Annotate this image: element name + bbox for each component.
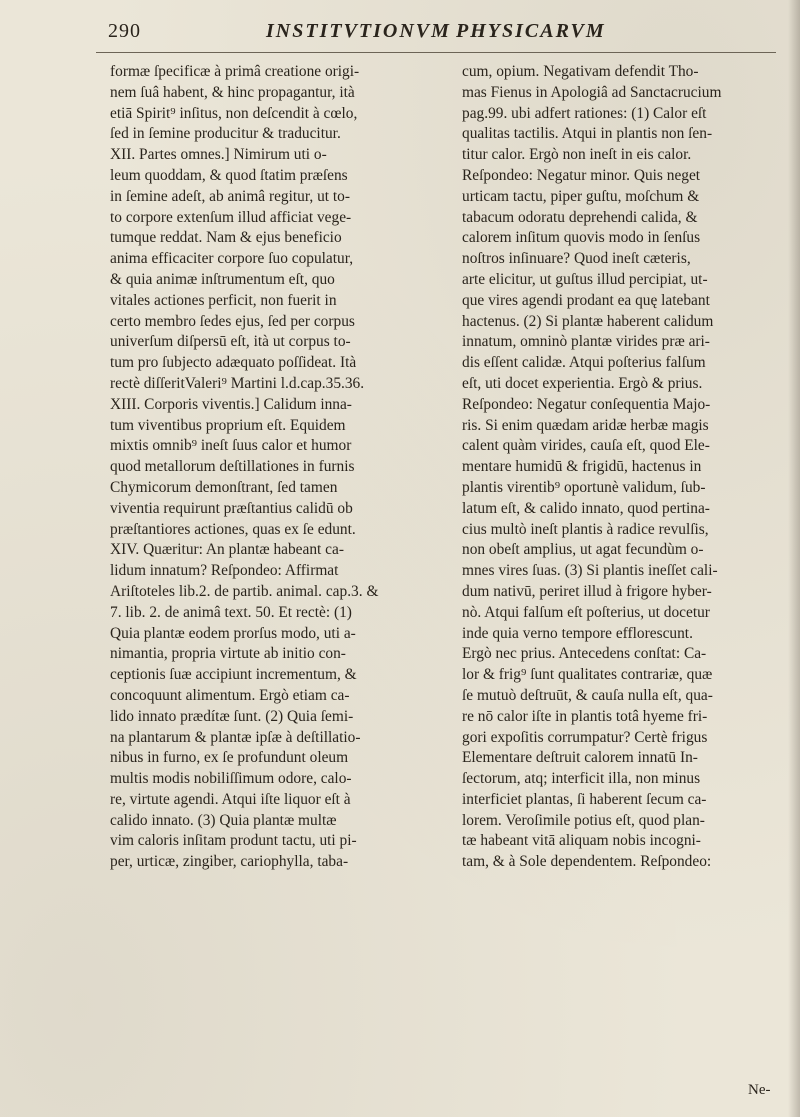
text-line: non obeſt amplius, ut agat fecundùm o-: [462, 541, 704, 559]
text-line: lor & frig⁹ ſunt qualitates contrariæ, quæ: [462, 666, 713, 684]
text-line: tæ habeant vitā aliquam nobis incogni-: [462, 832, 701, 850]
text-line: re nō calor iſte in plantis totâ hyeme fri-: [462, 707, 708, 725]
text-line: nimantia, propria virtute ab initio con-: [110, 645, 346, 663]
text-line: etiā Spirit⁹ inſitus, non deſcendit à cœlo,: [110, 104, 358, 122]
running-head-physicarum: PHYSICARVM: [456, 20, 606, 42]
text-line: interficiet plantas, ſi haberent ſecum ca-: [462, 790, 707, 808]
text-line: tam, & à Sole dependentem. Reſpondeo:: [462, 853, 712, 871]
text-line: anima efficaciter corpore ſuo copulatur,: [110, 250, 354, 268]
text-line: titur calor. Ergò non ineſt in eis calor.: [462, 146, 692, 164]
text-line: mnes vires ſuas. (3) Si plantis ineſſet cali-: [462, 562, 718, 580]
text-line: vim caloris inſitam produnt tactu, uti pi-: [110, 832, 357, 850]
text-line: ſe mutuò deſtruūt, & cauſa nulla eſt, qua-: [462, 686, 713, 704]
text-line: nò. Atqui falſum eſt poſterius, ut docetur: [462, 603, 710, 621]
text-line: Quia plantæ eodem prorſus modo, uti a-: [110, 624, 356, 642]
text-line: qualitas tactilis. Atqui in plantis non ſen-: [462, 125, 713, 143]
text-line: eſt, uti docet experientia. Ergò & prius.: [462, 374, 703, 392]
text-line: leum quoddam, & quod ſtatim præſens: [110, 166, 348, 184]
running-head-institutionum: INSTITVTIONVM: [266, 20, 451, 42]
text-line: Ariſtoteles lib.2. de partib. animal. cap.3. &: [110, 582, 379, 600]
page-number: 290: [108, 20, 141, 42]
text-line: in ſemine adeſt, ab animâ regitur, ut to-: [110, 187, 350, 205]
text-line: viventia requirunt præſtantius calidū ob: [110, 499, 353, 517]
header-rule: [96, 52, 776, 53]
text-line: univerſum diſpersū eſt, ità ut corpus to-: [110, 333, 351, 351]
text-line: innatum, omninò plantæ virides præ ari-: [462, 333, 710, 351]
text-line: rectè diſſeritValeri⁹ Martini l.d.cap.35.36.: [110, 374, 365, 392]
text-line: dis eſſent calidæ. Atqui poſterius falſum: [462, 354, 706, 372]
catchword: Ne-: [748, 1082, 771, 1098]
page-header: [96, 20, 756, 50]
text-line: calido innato. (3) Quia plantæ multæ: [110, 811, 337, 829]
page-edge-shadow: [788, 0, 800, 1117]
text-line: cum, opium. Negativam defendit Tho-: [462, 63, 699, 80]
text-line: nibus in furno, ex ſe profundunt oleum: [110, 749, 349, 767]
text-line: & quia animæ inſtrumentum eſt, quo: [110, 270, 335, 288]
text-line: ſed in ſemine producitur & traducitur.: [110, 125, 341, 143]
text-line: ſectorum, atq; interficit illa, non minus: [462, 770, 701, 788]
text-line: præſtantiores actiones, quas ex ſe edunt.: [110, 520, 356, 538]
text-line: latum eſt, & calido innato, quod pertina-: [462, 499, 710, 517]
text-line: per, urticæ, zingiber, cariophylla, taba-: [110, 853, 349, 871]
text-line: XII. Partes omnes.] Nimirum uti o-: [110, 146, 327, 164]
text-line: tabacum odoratu deprehendi calida, &: [462, 208, 698, 226]
text-line: lido innato prædítæ ſunt. (2) Quia ſemi-: [110, 707, 354, 725]
text-line: lidum innatum? Reſpondeo: Affirmat: [110, 562, 339, 580]
text-line: inde quia verno tempore efflorescunt.: [462, 624, 693, 642]
text-line: Reſpondeo: Negatur conſequentia Majo-: [462, 395, 711, 413]
text-line: 7. lib. 2. de animâ text. 50. Et rectè: (1): [110, 603, 352, 621]
text-line: multis modis nobiliſſimum odore, calo-: [110, 770, 352, 788]
text-line: Ergò nec prius. Antecedens conſtat: Ca-: [462, 645, 707, 663]
text-line: lorem. Veroſimile potius eſt, quod plan-: [462, 811, 705, 829]
text-line: tum pro ſubjecto adæquato poſſideat. Ità: [110, 354, 357, 372]
text-line: XIII. Corporis viventis.] Calidum inna-: [110, 395, 352, 413]
text-line: concoquunt alimentum. Ergò etiam ca-: [110, 686, 350, 704]
text-line: plantis virentib⁹ oportunè validum, ſub-: [462, 478, 706, 496]
text-line: noſtros inſinuare? Quod ineſt cæteris,: [462, 250, 691, 268]
text-line: calorem inſitum quovis modo in ſenſus: [462, 229, 701, 247]
text-line: vitales actiones perficit, non fuerit in: [110, 291, 337, 309]
text-line: cius multò ineſt plantis à radice revulſis,: [462, 520, 709, 538]
text-line: certo membro ſedes ejus, ſed per corpus: [110, 312, 355, 330]
text-line: hactenus. (2) Si plantæ haberent calidum: [462, 312, 714, 330]
right-text-column: [462, 62, 788, 873]
text-line: gori expoſitis corrumpatur? Certè frigus: [462, 728, 708, 746]
text-line: nem ſuâ habent, & hinc propagantur, ità: [110, 83, 355, 101]
text-line: tum viventibus proprium eſt. Equidem: [110, 416, 346, 434]
text-line: que vires agendi prodant ea quę latebant: [462, 291, 710, 309]
text-line: to corpore extenſum illud afficiat vege-: [110, 208, 352, 226]
text-line: re, virtute agendi. Atqui iſte liquor eſt à: [110, 790, 351, 808]
text-line: mas Fienus in Apologiâ ad Sanctacrucium: [462, 83, 722, 101]
text-line: mentare humidū & frigidū, hactenus in: [462, 458, 702, 476]
text-line: XIV. Quæritur: An plantæ habeant ca-: [110, 541, 344, 559]
text-line: calent quàm virides, cauſa eſt, quod Ele-: [462, 437, 710, 455]
text-line: quod metallorum deſtillationes in furnis: [110, 458, 355, 476]
text-line: Reſpondeo: Negatur minor. Quis neget: [462, 166, 701, 184]
text-line: ceptionis ſuæ accipiunt incrementum, &: [110, 666, 357, 684]
text-line: Elementare deſtruit calorem innatū In-: [462, 749, 698, 767]
text-line: urticam tactu, piper guſtu, moſchum &: [462, 187, 700, 205]
text-line: mixtis omnib⁹ ineſt ſuus calor et humor: [110, 437, 352, 455]
text-line: dum nativū, periret illud à frigore hyber-: [462, 582, 712, 600]
text-line: tumque reddat. Nam & ejus beneficio: [110, 229, 342, 247]
text-line: Chymicorum demonſtrant, ſed tamen: [110, 478, 338, 496]
text-line: formæ ſpecificæ à primâ creatione origi-: [110, 63, 360, 80]
text-line: na plantarum & plantæ ipſæ à deſtillatio-: [110, 728, 361, 746]
left-text-column: [110, 62, 455, 873]
text-line: ris. Si enim quædam aridæ herbæ magis: [462, 416, 709, 434]
text-line: pag.99. ubi adfert rationes: (1) Calor eſt: [462, 104, 707, 122]
text-line: arte elicitur, ut guſtus illud percipiat, ut-: [462, 270, 708, 288]
